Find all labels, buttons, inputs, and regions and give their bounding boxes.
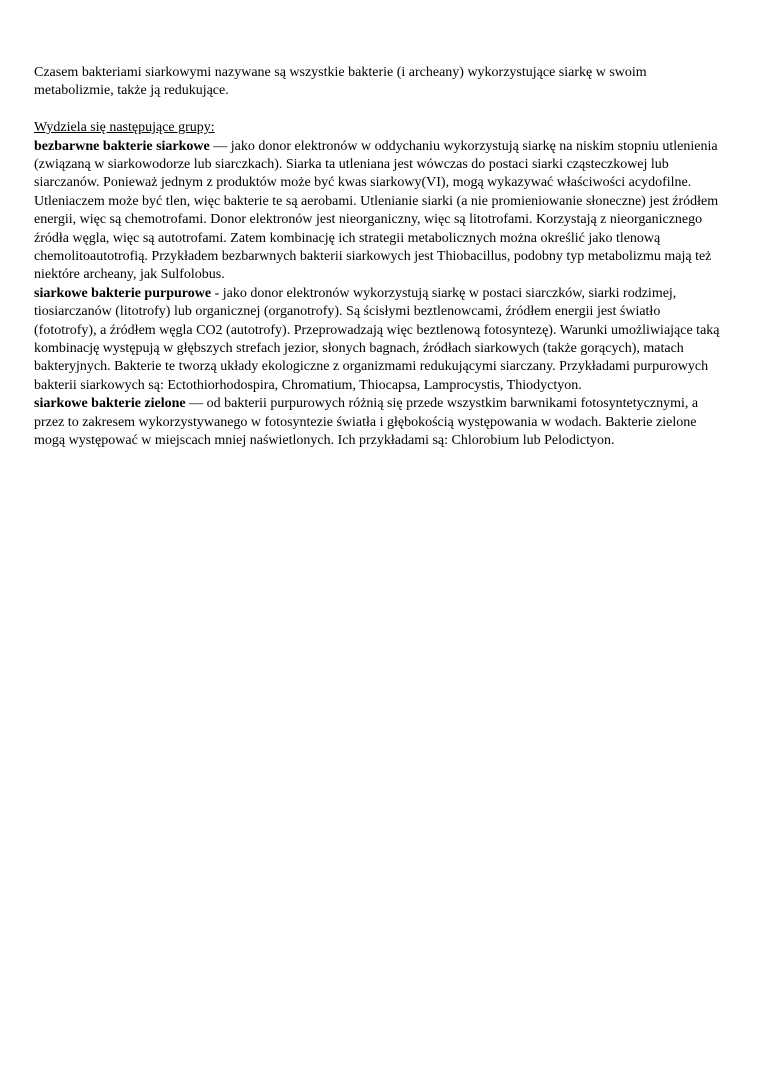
group-term-purple: siarkowe bakterie purpurowe — [34, 285, 212, 301]
groups-heading: Wydziela się następujące grupy: — [34, 120, 215, 136]
intro-paragraph: Czasem bakteriami siarkowymi nazywane są wszystkie bakterie (i archeany) wykorzystujące siarkę w swoim metabolizmie, także ją redukujące. — [34, 65, 647, 99]
group-term-colorless: bezbarwne bakterie siarkowe — [34, 138, 210, 154]
group-paragraph-colorless — [34, 138, 726, 285]
group-paragraph-green — [34, 395, 726, 450]
document-page — [34, 64, 726, 451]
group-text-colorless: — jako donor elektronów w oddychaniu wykorzystują siarkę na niskim stopniu utlenienia (związaną w siarkowodorze lub siarczkach). Siarka ta utleniana jest wówczas do postaci siarki cząsteczkowej lub siarczanów. Ponieważ jednym z produktów może być kwas siarkowy(VI), mogą wykazywać właściwości acydofilne. Utleniaczem może być tlen, więc bakterie te są aerobami. Utlenianie siarki (a nie promieniowanie słoneczne) jest źródłem energii, więc są chemotrofami. Donor elektronów jest nieorganiczny, więc są litotrofami. Korzystają z nieorganicznego źródła węgla, więc są autotrofami. Zatem kombinację ich strategii metabolicznych można określić jako tlenową chemolitoautotrofią. Przykładem bezbarwnych bakterii siarkowych jest Thiobacillus, podobny typ metabolizmu mają też niektóre archeany, jak Sulfolobus. — [34, 138, 719, 283]
group-text-green: — od bakterii purpurowych różnią się przede wszystkim barwnikami fotosyntetycznymi, a przez to zakresem wykorzystywanego w fotosyntezie światła i głębokością występowania w wodach. Bakterie zielone mogą występować w miejscach mniej naświetlonych. Ich przykładami są: Chlorobium lub Pelodictyon. — [34, 396, 699, 449]
group-term-green: siarkowe bakterie zielone — [34, 396, 186, 412]
group-text-purple: - jako donor elektronów wykorzystują siarkę w postaci siarczków, siarki rodzimej, tiosiarczanów (litotrofy) lub organicznej (organotrofy). Są ścisłymi beztlenowcami, źródłem energii jest światło (fototrofy), a źródłem węgla CO2 (autotrofy). Przeprowadzają więc beztlenową fotosyntezę). Warunki umożliwiające taką kombinację występują w głębszych strefach jezior, słonych bagnach, źródłach siarkowych (także gorących), matach bakteryjnych. Bakterie te tworzą układy ekologiczne z organizmami redukującymi siarczany. Przykładami purpurowych bakterii siarkowych są: Ectothiorhodospira, Chromatium, Thiocapsa, Lamprocystis, Thiodyctyon. — [34, 285, 720, 393]
group-paragraph-purple — [34, 285, 726, 395]
